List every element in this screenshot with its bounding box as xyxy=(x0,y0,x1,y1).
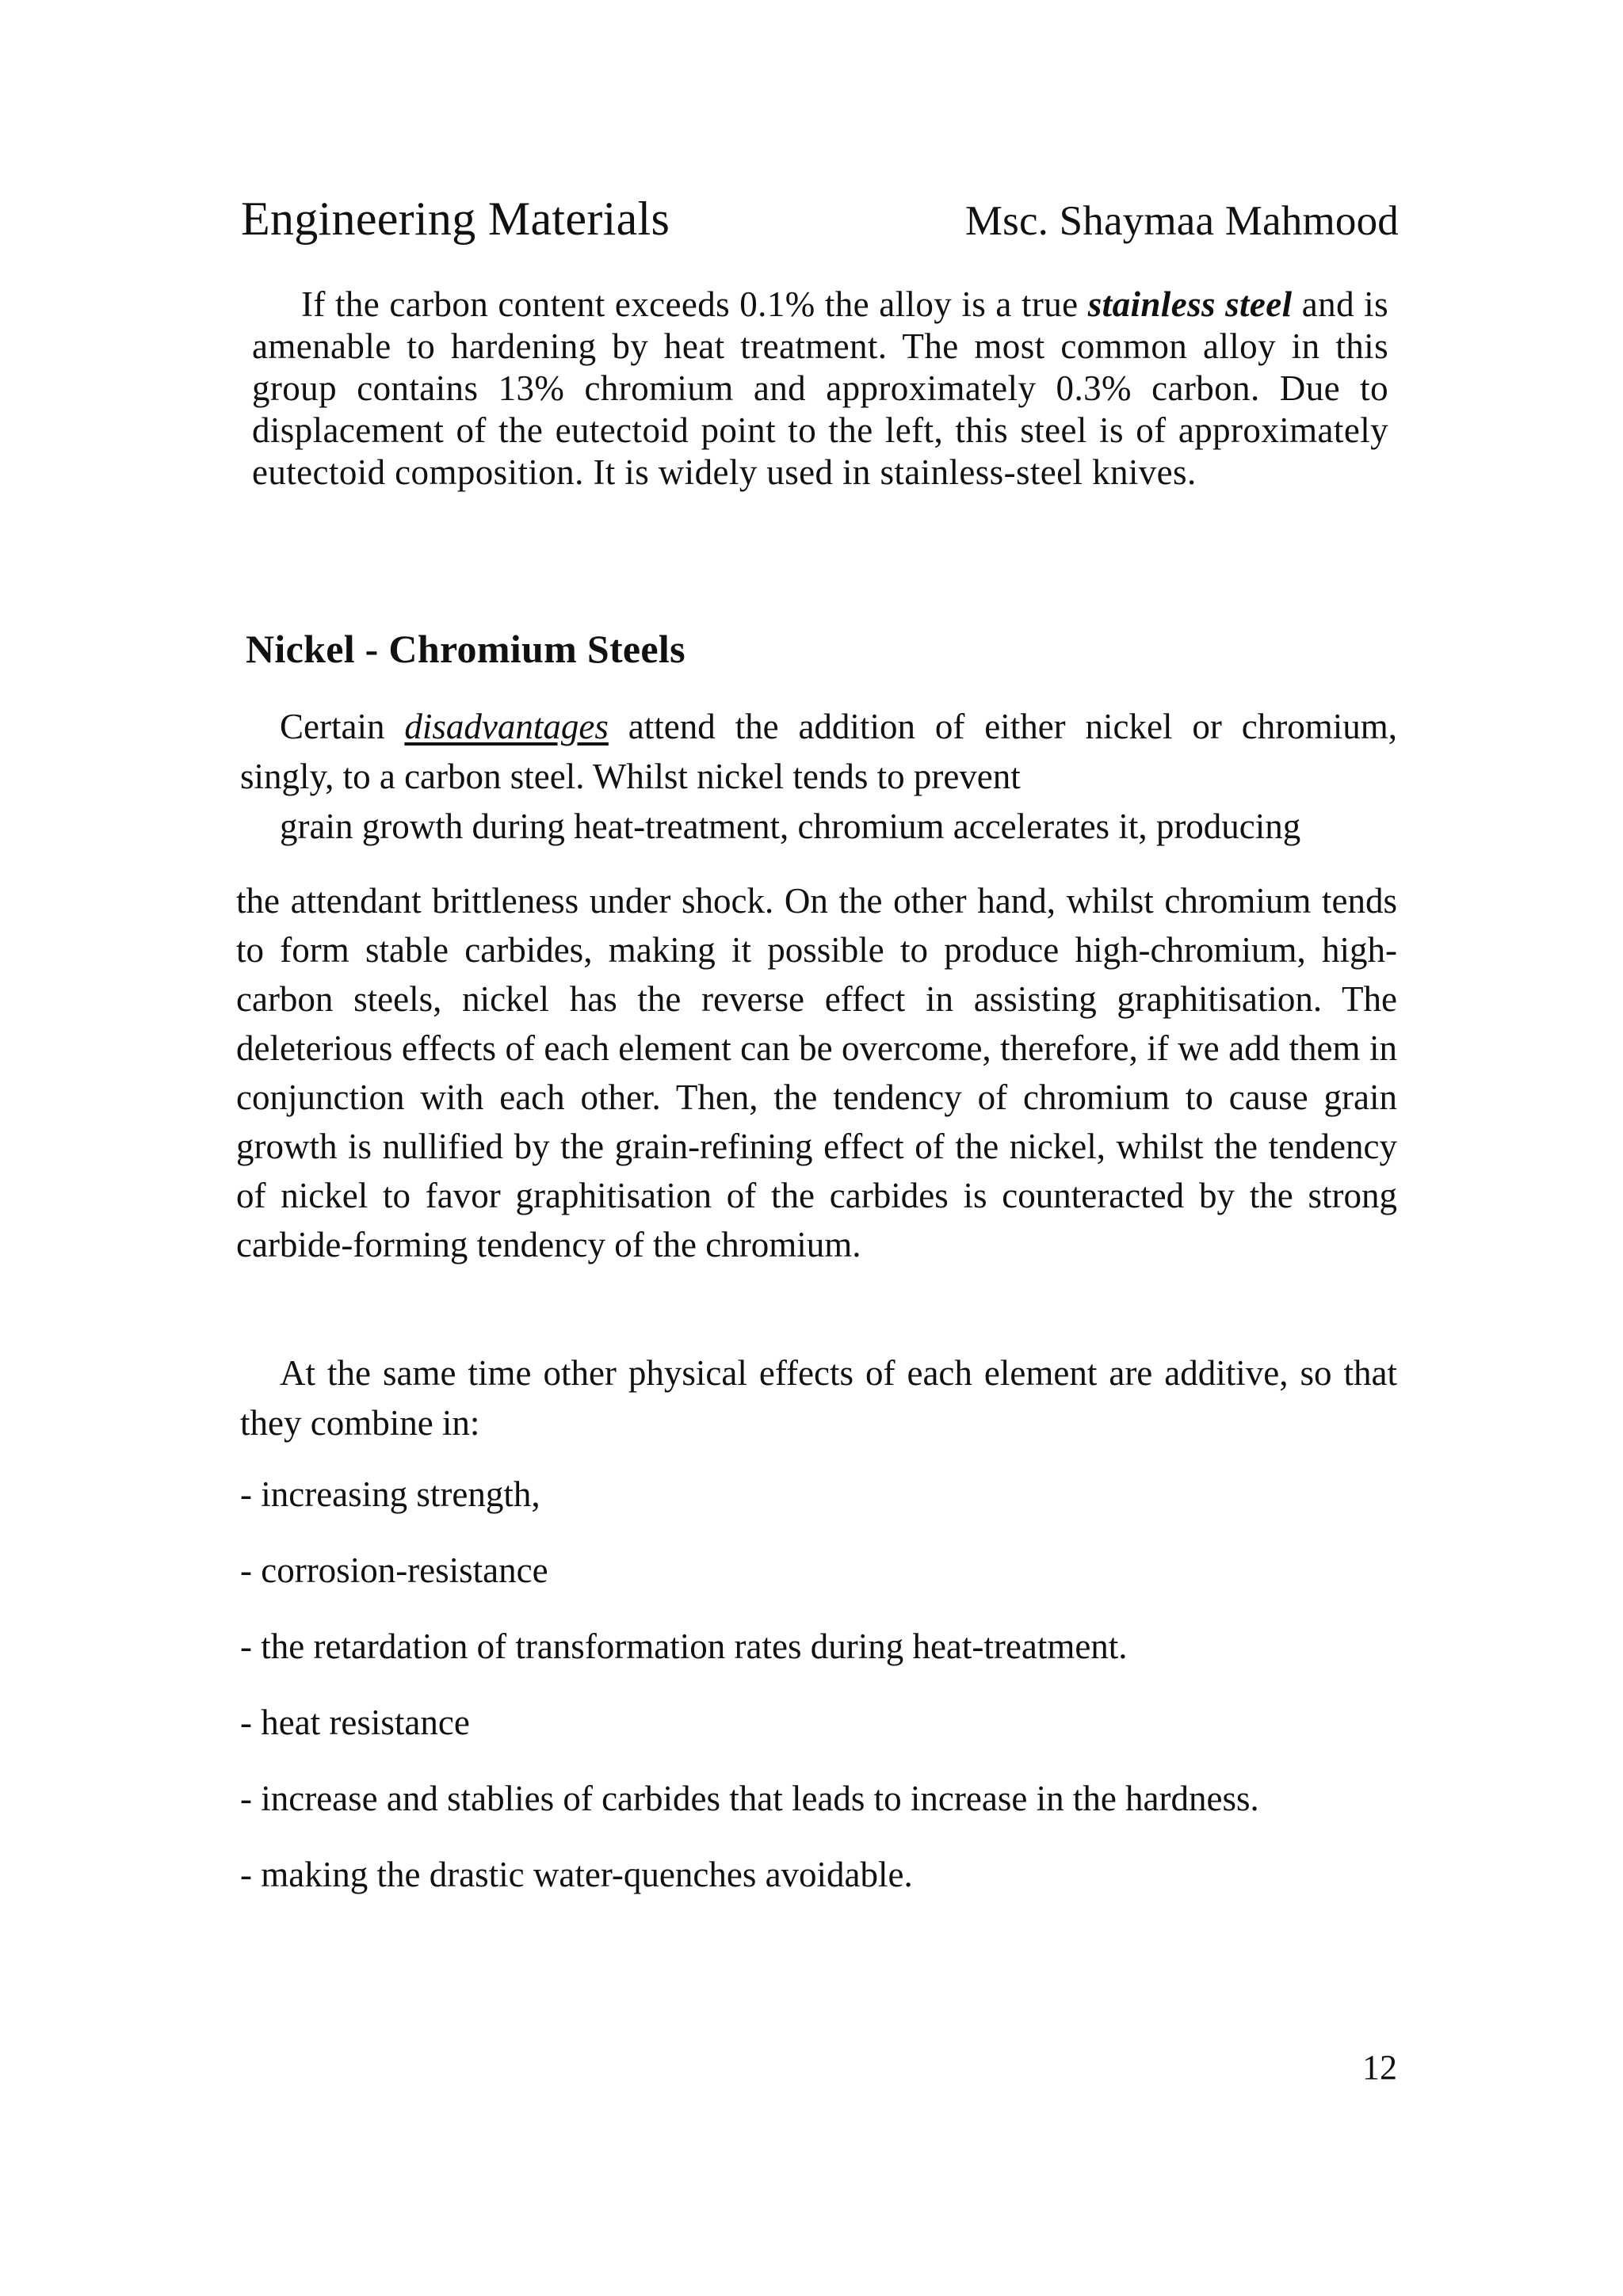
paragraph-text: and is amenable to hardening by heat treatment. The most common alloy in this group contains 13% chromium and approximately 0.3% carbon. Due to displacement of the eutectoid point to the left, this steel is of approximately eutectoid composition. It is widely used in stainless-steel knives. xyxy=(252,284,1388,492)
paragraph-text: If the carbon content exceeds 0.1% the alloy is a true xyxy=(301,284,1088,324)
list-item: - corrosion-resistance xyxy=(240,1550,548,1590)
section-heading: Nickel - Chromium Steels xyxy=(246,627,685,671)
paragraph-text: attend the addition of either nickel or chromium, singly, to a carbon steel. Whilst nickel tends to prevent xyxy=(240,707,1398,796)
list-item: - making the drastic water-quenches avoidable. xyxy=(240,1855,913,1894)
underlined-disadvantages: disadvantages xyxy=(404,707,609,746)
emphasis-stainless-steel: stainless steel xyxy=(1087,284,1293,324)
header-author: Msc. Shaymaa Mahmood xyxy=(964,198,1399,244)
header-title: Engineering Materials xyxy=(241,193,670,245)
paragraph-last-line: grain growth during heat-treatment, chromium accelerates it, producing xyxy=(280,807,1301,846)
list-item: - the retardation of transformation rates during heat-treatment. xyxy=(240,1627,1128,1666)
page-header xyxy=(241,192,1399,255)
paragraph-stainless-steel xyxy=(252,284,1388,494)
paragraph-disadvantages xyxy=(240,702,1397,852)
page-number: 12 xyxy=(1362,2048,1397,2087)
list-item: - increasing strength, xyxy=(240,1474,540,1514)
effects-list xyxy=(240,1472,1259,1928)
list-item: - heat resistance xyxy=(240,1703,470,1742)
paragraph-brittleness: the attendant brittleness under shock. On the other hand, whilst chromium tends to form stable carbides, making it possible to produce high-chromium, high-carbon steels, nickel has the reverse effect in assisting graphitisation. The deleterious effects of each element can be overcome, therefore, if we add them in conjunction with each other. Then, the tendency of chromium to cause grain growth is nullified by the grain-refining effect of the nickel, whilst the tendency of nickel to favor graphitisation of the carbides is counteracted by the strong carbide-forming tendency of the chromium. xyxy=(236,881,1397,1264)
paragraph-text: Certain xyxy=(280,707,405,746)
paragraph-additive-effects: At the same time other physical effects of each element are additive, so that they combine in: xyxy=(240,1353,1397,1443)
list-item: - increase and stablies of carbides that leads to increase in the hardness. xyxy=(240,1779,1259,1818)
